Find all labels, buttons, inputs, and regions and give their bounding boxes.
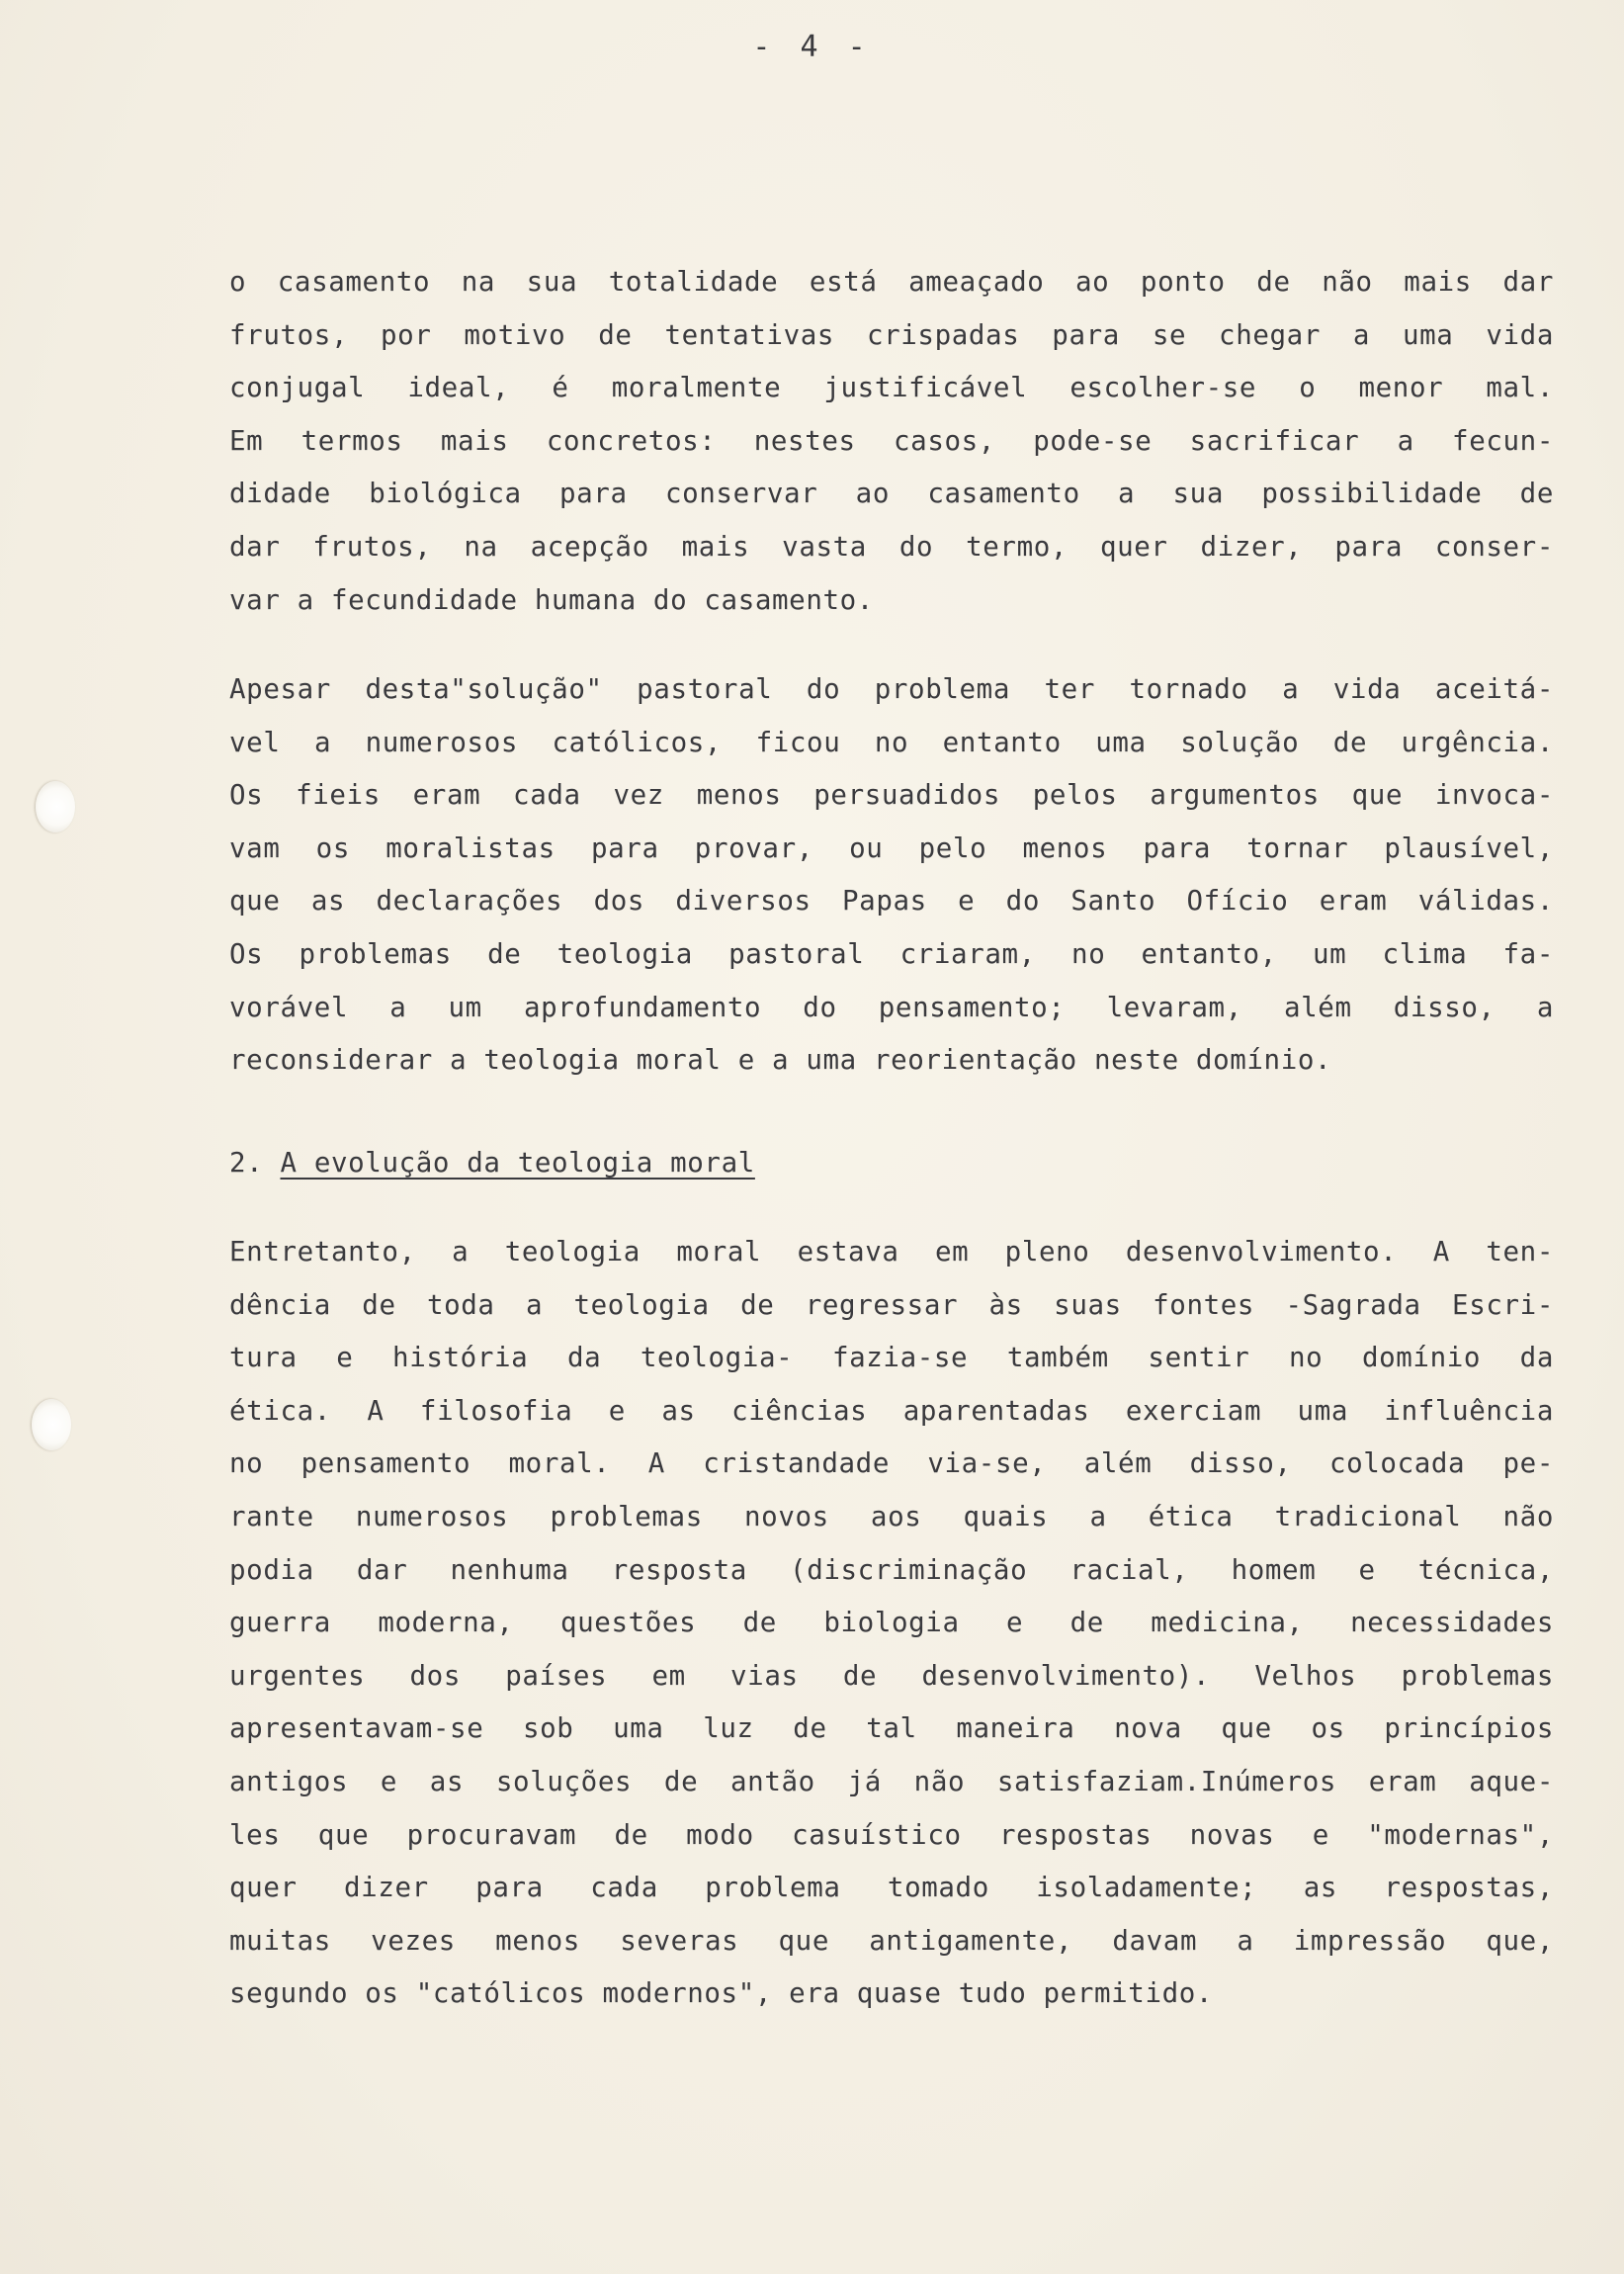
text-line: reconsiderar a teologia moral e a uma reorientação neste domínio. (229, 1044, 1332, 1077)
text-line: Os fieis eram cada vez menos persuadidos pelos argumentos que invoca- (229, 779, 1554, 812)
text-line: frutos, por motivo de tentativas crispadas para se chegar a uma vida (229, 318, 1554, 351)
text-line: didade biológica para conservar ao casamento a sua possibilidade de (229, 478, 1554, 510)
text-line: apresentavam-se sob uma luz de tal maneira nova que os princípios (229, 1712, 1554, 1745)
paragraph-1 (229, 256, 1554, 627)
text-line: vel a numerosos católicos, ficou no entanto uma solução de urgência. (229, 726, 1554, 758)
page-number: - 4 - (752, 30, 872, 64)
punch-hole-top (36, 781, 75, 832)
text-line: ética. A filosofia e as ciências aparentadas exerciam uma influência (229, 1394, 1554, 1427)
text-line: no pensamento moral. A cristandade via-se, além disso, colocada pe- (229, 1447, 1554, 1480)
text-line: guerra moderna, questões de biologia e de medicina, necessidades (229, 1607, 1554, 1639)
text-line: que as declarações dos diversos Papas e do Santo Ofício eram válidas. (229, 885, 1554, 918)
section-title: A evolução da teologia moral (280, 1147, 755, 1179)
text-line: quer dizer para cada problema tomado isoladamente; as respostas, (229, 1872, 1554, 1904)
paragraph-2 (229, 663, 1554, 1088)
text-line: segundo os "católicos modernos", era quase tudo permitido. (229, 1977, 1214, 2010)
text-line: vam os moralistas para provar, ou pelo menos para tornar plausível, (229, 831, 1554, 864)
text-line: podia dar nenhuma resposta (discriminação racial, homem e técnica, (229, 1553, 1554, 1586)
text-line: conjugal ideal, é moralmente justificável escolher-se o menor mal. (229, 372, 1554, 404)
text-line: vorável a um aprofundamento do pensamento; levaram, além disso, a (229, 991, 1554, 1023)
text-line: Apesar desta"solução" pastoral do problema ter tornado a vida aceitá- (229, 673, 1554, 705)
text-line: Em termos mais concretos: nestes casos, pode-se sacrificar a fecun- (229, 424, 1554, 457)
text-line: urgentes dos países em vias de desenvolvimento). Velhos problemas (229, 1659, 1554, 1692)
text-line: var a fecundidade humana do casamento. (229, 583, 874, 616)
text-line: Os problemas de teologia pastoral criaram, no entanto, um clima fa- (229, 937, 1554, 970)
text-line: rante numerosos problemas novos aos quais a ética tradicional não (229, 1500, 1554, 1532)
text-line: muitas vezes menos severas que antigamente, davam a impressão que, (229, 1924, 1554, 1957)
text-line: dar frutos, na acepção mais vasta do termo, quer dizer, para conser- (229, 530, 1554, 563)
text-line: Entretanto, a teologia moral estava em pleno desenvolvimento. A ten- (229, 1236, 1554, 1268)
text-line: antigos e as soluções de antão já não satisfaziam.Inúmeros eram aque- (229, 1765, 1554, 1797)
text-line: les que procuravam de modo casuístico respostas novas e "modernas", (229, 1818, 1554, 1851)
section-heading (229, 1137, 755, 1190)
text-line: tura e história da teologia- fazia-se também sentir no domínio da (229, 1342, 1554, 1374)
paragraph-3 (229, 1226, 1554, 2021)
section-number: 2. (229, 1147, 264, 1179)
text-line: o casamento na sua totalidade está ameaçado ao ponto de não mais dar (229, 266, 1554, 298)
punch-hole-bottom (32, 1399, 71, 1450)
text-line: dência de toda a teologia de regressar às suas fontes -Sagrada Escri- (229, 1288, 1554, 1321)
